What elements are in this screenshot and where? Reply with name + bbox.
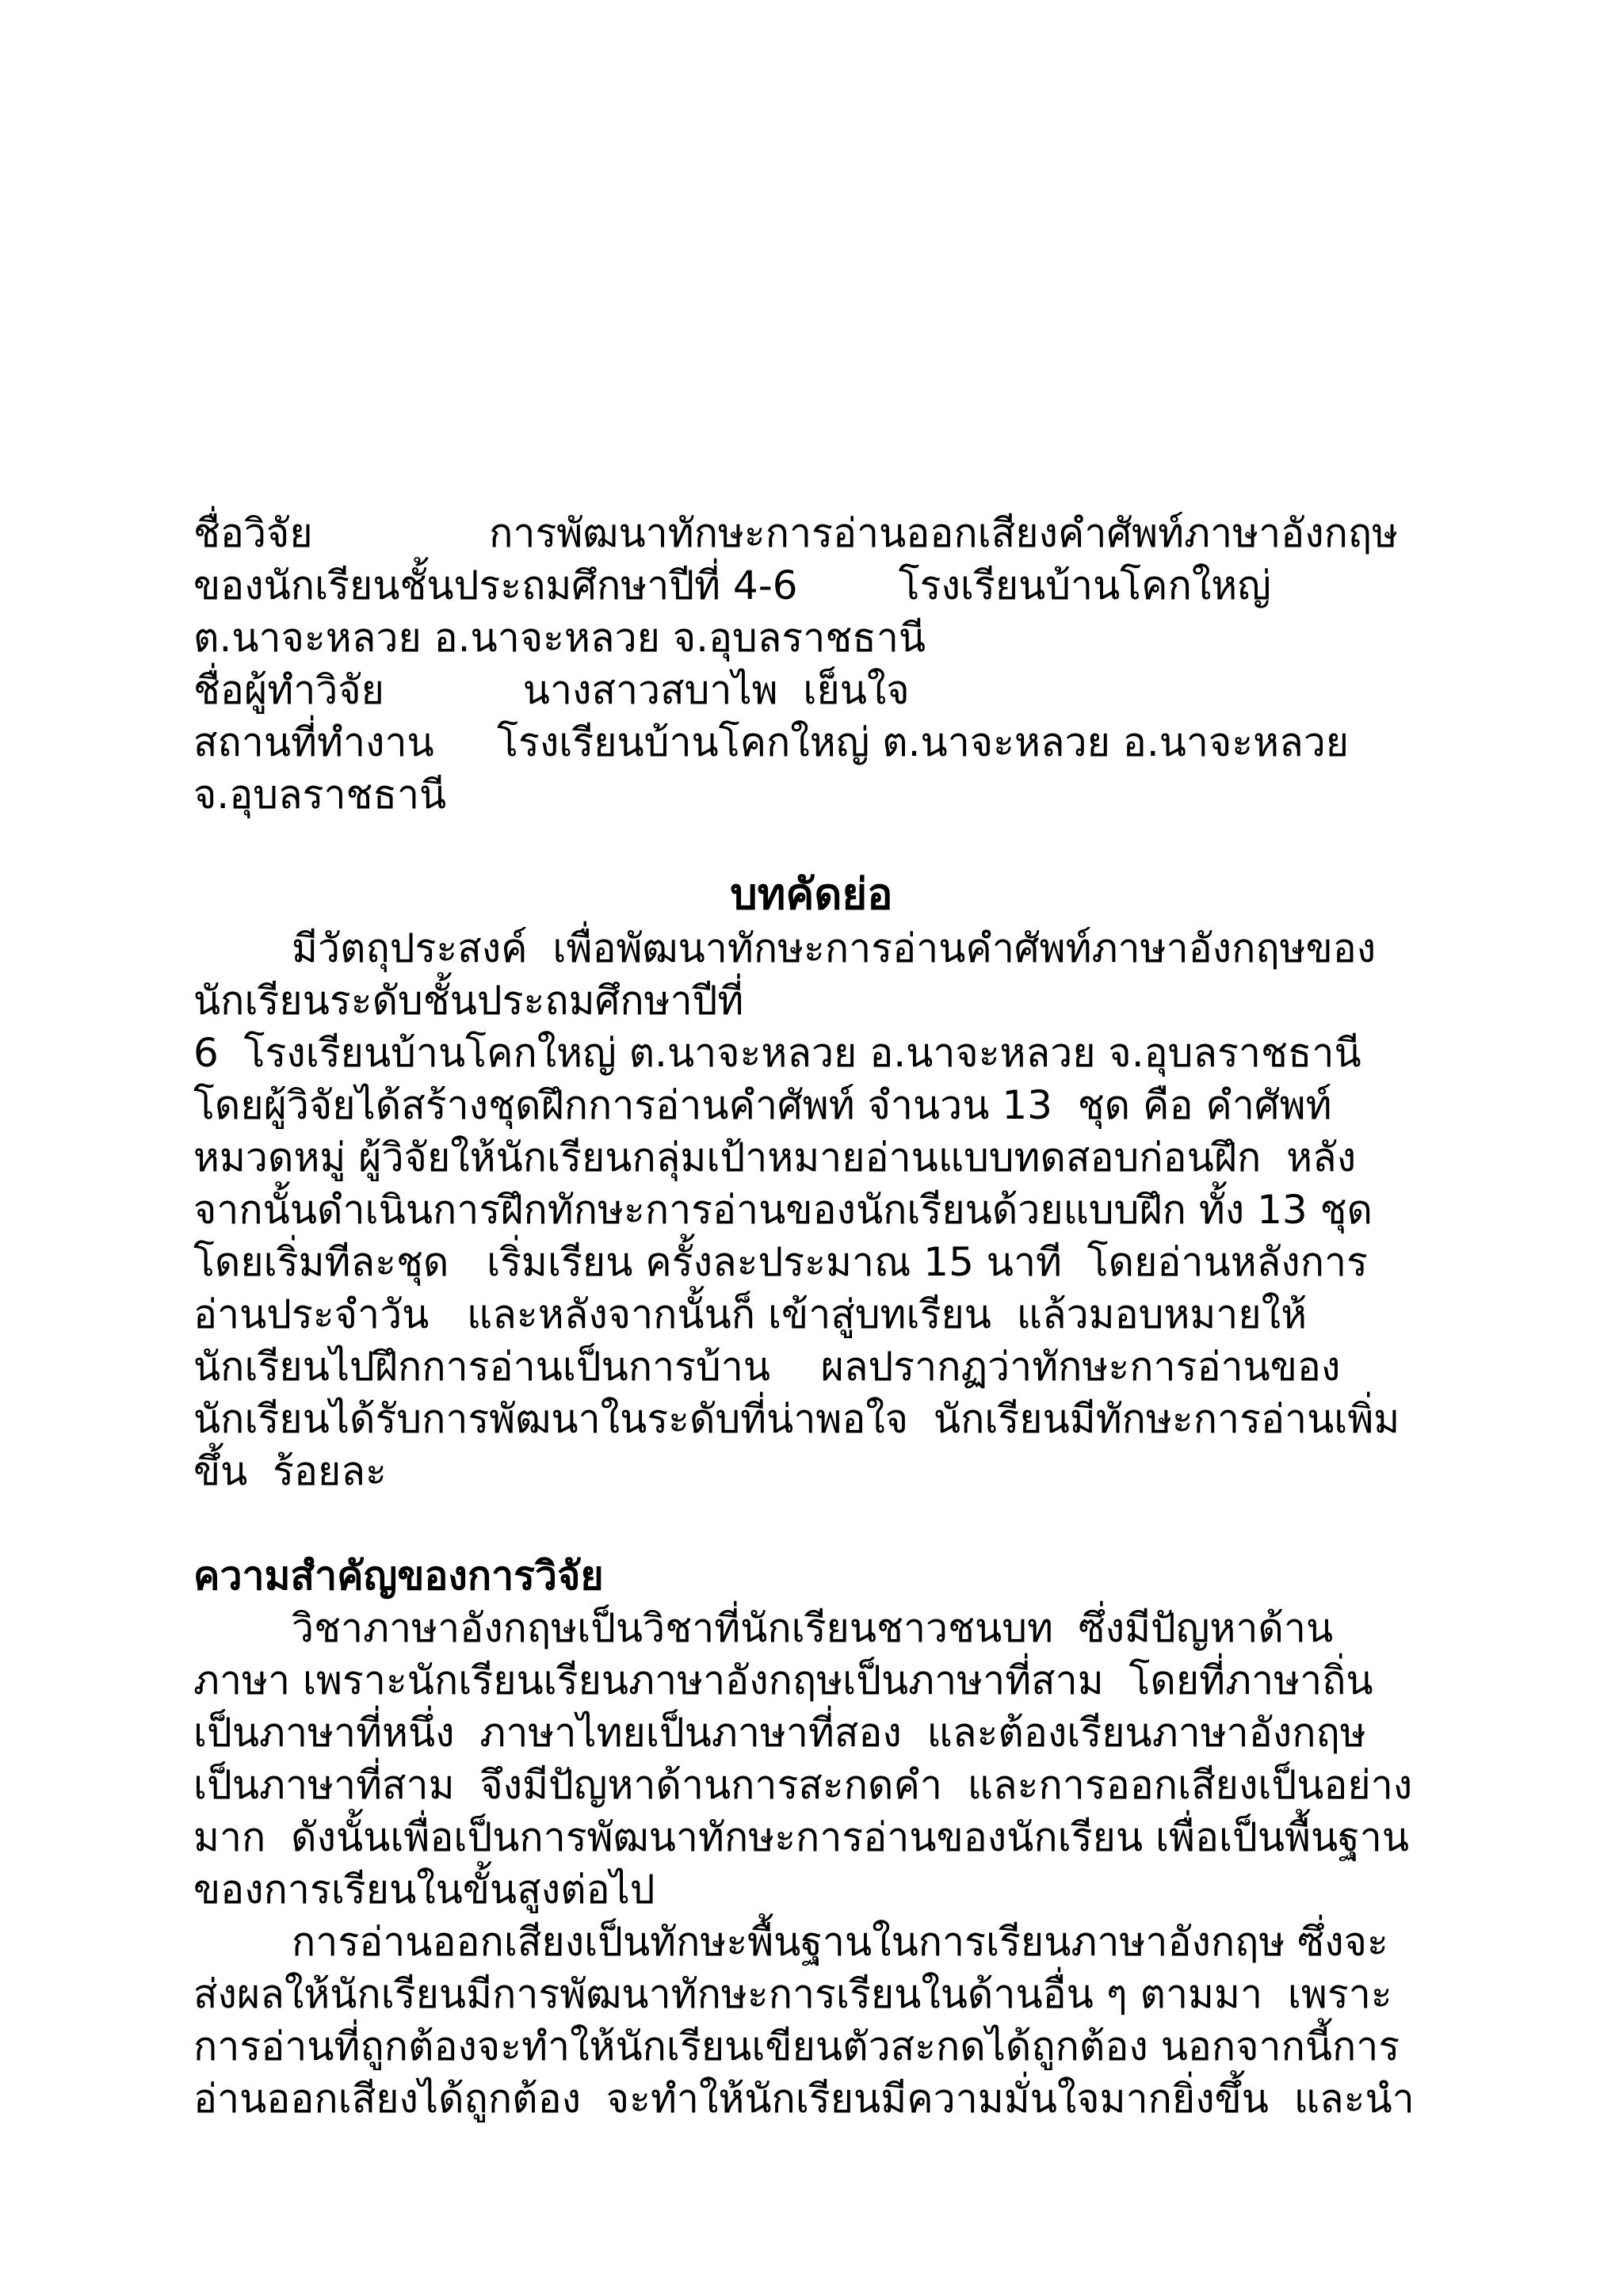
research-title-line: ชื่อวิจัย การพัฒนาทักษะการอ่านออกเสียงคำศัพท์ภาษาอังกฤษ: [193, 510, 1399, 556]
abstract-paragraph-line: มีวัตถุประสงค์ เพื่อพัฒนาทักษะการอ่านคำศัพท์ภาษาอังกฤษของ: [292, 925, 1377, 971]
significance-paragraph-line: มาก ดังนั้นเพื่อเป็นการพัฒนาทักษะการอ่านของนักเรียน เพื่อเป็นพื้นฐาน: [193, 1814, 1410, 1860]
significance-paragraph-line: ส่งผลให้นักเรียนมีการพัฒนาทักษะการเรียนในด้านอื่น ๆ ตามมา เพราะ: [193, 1971, 1392, 2017]
workplace-line-2: จ.อุบลราชธานี: [193, 772, 447, 818]
significance-paragraph-line: เป็นภาษาที่สาม จึงมีปัญหาด้านการสะกดคำ และการออกเสียงเป็นอย่าง: [193, 1762, 1413, 1808]
significance-paragraph-line: เป็นภาษาที่หนึ่ง ภาษาไทยเป็นภาษาที่สอง และต้องเรียนภาษาอังกฤษ: [193, 1710, 1366, 1756]
abstract-paragraph-line: หมวดหมู่ ผู้วิจัยให้นักเรียนกลุ่มเป้าหมายอ่านแบบทดสอบก่อนฝึก หลัง: [193, 1135, 1357, 1180]
abstract-paragraph-line: โดยเริ่มทีละชุด เริ่มเรียน ครั้งละประมาณ 15 นาที โดยอ่านหลังการ: [193, 1239, 1368, 1285]
significance-paragraph-line: อ่านออกเสียงได้ถูกต้อง จะทำให้นักเรียนมีความมั่นใจมากยิ่งขึ้น และนำ: [193, 2076, 1415, 2122]
abstract-paragraph-line: อ่านประจำวัน และหลังจากนั้นก็ เข้าสู่บทเรียน แล้วมอบหมายให้: [193, 1291, 1308, 1337]
workplace-line: สถานที่ทำงาน โรงเรียนบ้านโคกใหญ่ ต.นาจะหลวย อ.นาจะหลวย: [193, 719, 1350, 765]
significance-paragraph-line: การอ่านที่ถูกต้องจะทำให้นักเรียนเขียนตัวสะกดได้ถูกต้อง นอกจากนี้การ: [193, 2023, 1400, 2069]
abstract-paragraph-line: จากนั้นดำเนินการฝึกทักษะการอ่านของนักเรียนด้วยแบบฝึก ทั้ง 13 ชุด: [193, 1187, 1373, 1233]
abstract-paragraph-line: ขึ้น ร้อยละ: [193, 1448, 387, 1494]
significance-paragraph-line: วิชาภาษาอังกฤษเป็นวิชาที่นักเรียนชาวชนบท ซึ่งมีปัญหาด้าน: [292, 1605, 1334, 1651]
abstract-paragraph-line: นักเรียนระดับชั้นประถมศึกษาปีที่: [193, 978, 744, 1024]
significance-heading: ความสำคัญของการวิจัย: [193, 1553, 604, 1599]
significance-paragraph-line: ของการเรียนในขั้นสูงต่อไป: [193, 1867, 655, 1913]
significance-paragraph-line: ภาษา เพราะนักเรียนเรียนภาษาอังกฤษเป็นภาษาที่สาม โดยที่ภาษาถิ่น: [193, 1657, 1373, 1703]
abstract-paragraph-line: นักเรียนไปฝึกการอ่านเป็นการบ้าน ผลปรากฏว่าทักษะการอ่านของ: [193, 1344, 1341, 1390]
abstract-heading: บทคัดย่อ: [730, 869, 893, 919]
research-title-line-2: ของนักเรียนชั้นประถมศึกษาปีที่ 4-6 โรงเรียนบ้านโคกใหญ่: [193, 563, 1271, 608]
abstract-paragraph-line: โดยผู้วิจัยได้สร้างชุดฝึกการอ่านคำศัพท์ จำนวน 13 ชุด คือ คำศัพท์: [193, 1082, 1332, 1128]
abstract-paragraph-line: นักเรียนได้รับการพัฒนาในระดับที่น่าพอใจ นักเรียนมีทักษะการอ่านเพิ่ม: [193, 1396, 1400, 1442]
research-title-line-3: ต.นาจะหลวย อ.นาจะหลวย จ.อุบลราชธานี: [193, 615, 926, 661]
abstract-paragraph-line: 6 โรงเรียนบ้านโคกใหญ่ ต.นาจะหลวย อ.นาจะหลวย จ.อุบลราชธานี: [193, 1030, 1361, 1076]
significance-paragraph-line: การอ่านออกเสียงเป็นทักษะพื้นฐานในการเรียนภาษาอังกฤษ ซึ่งจะ: [292, 1919, 1388, 1965]
researcher-name-line: ชื่อผู้ทำวิจัย นางสาวสบาไพ เย็นใจ: [193, 667, 910, 713]
